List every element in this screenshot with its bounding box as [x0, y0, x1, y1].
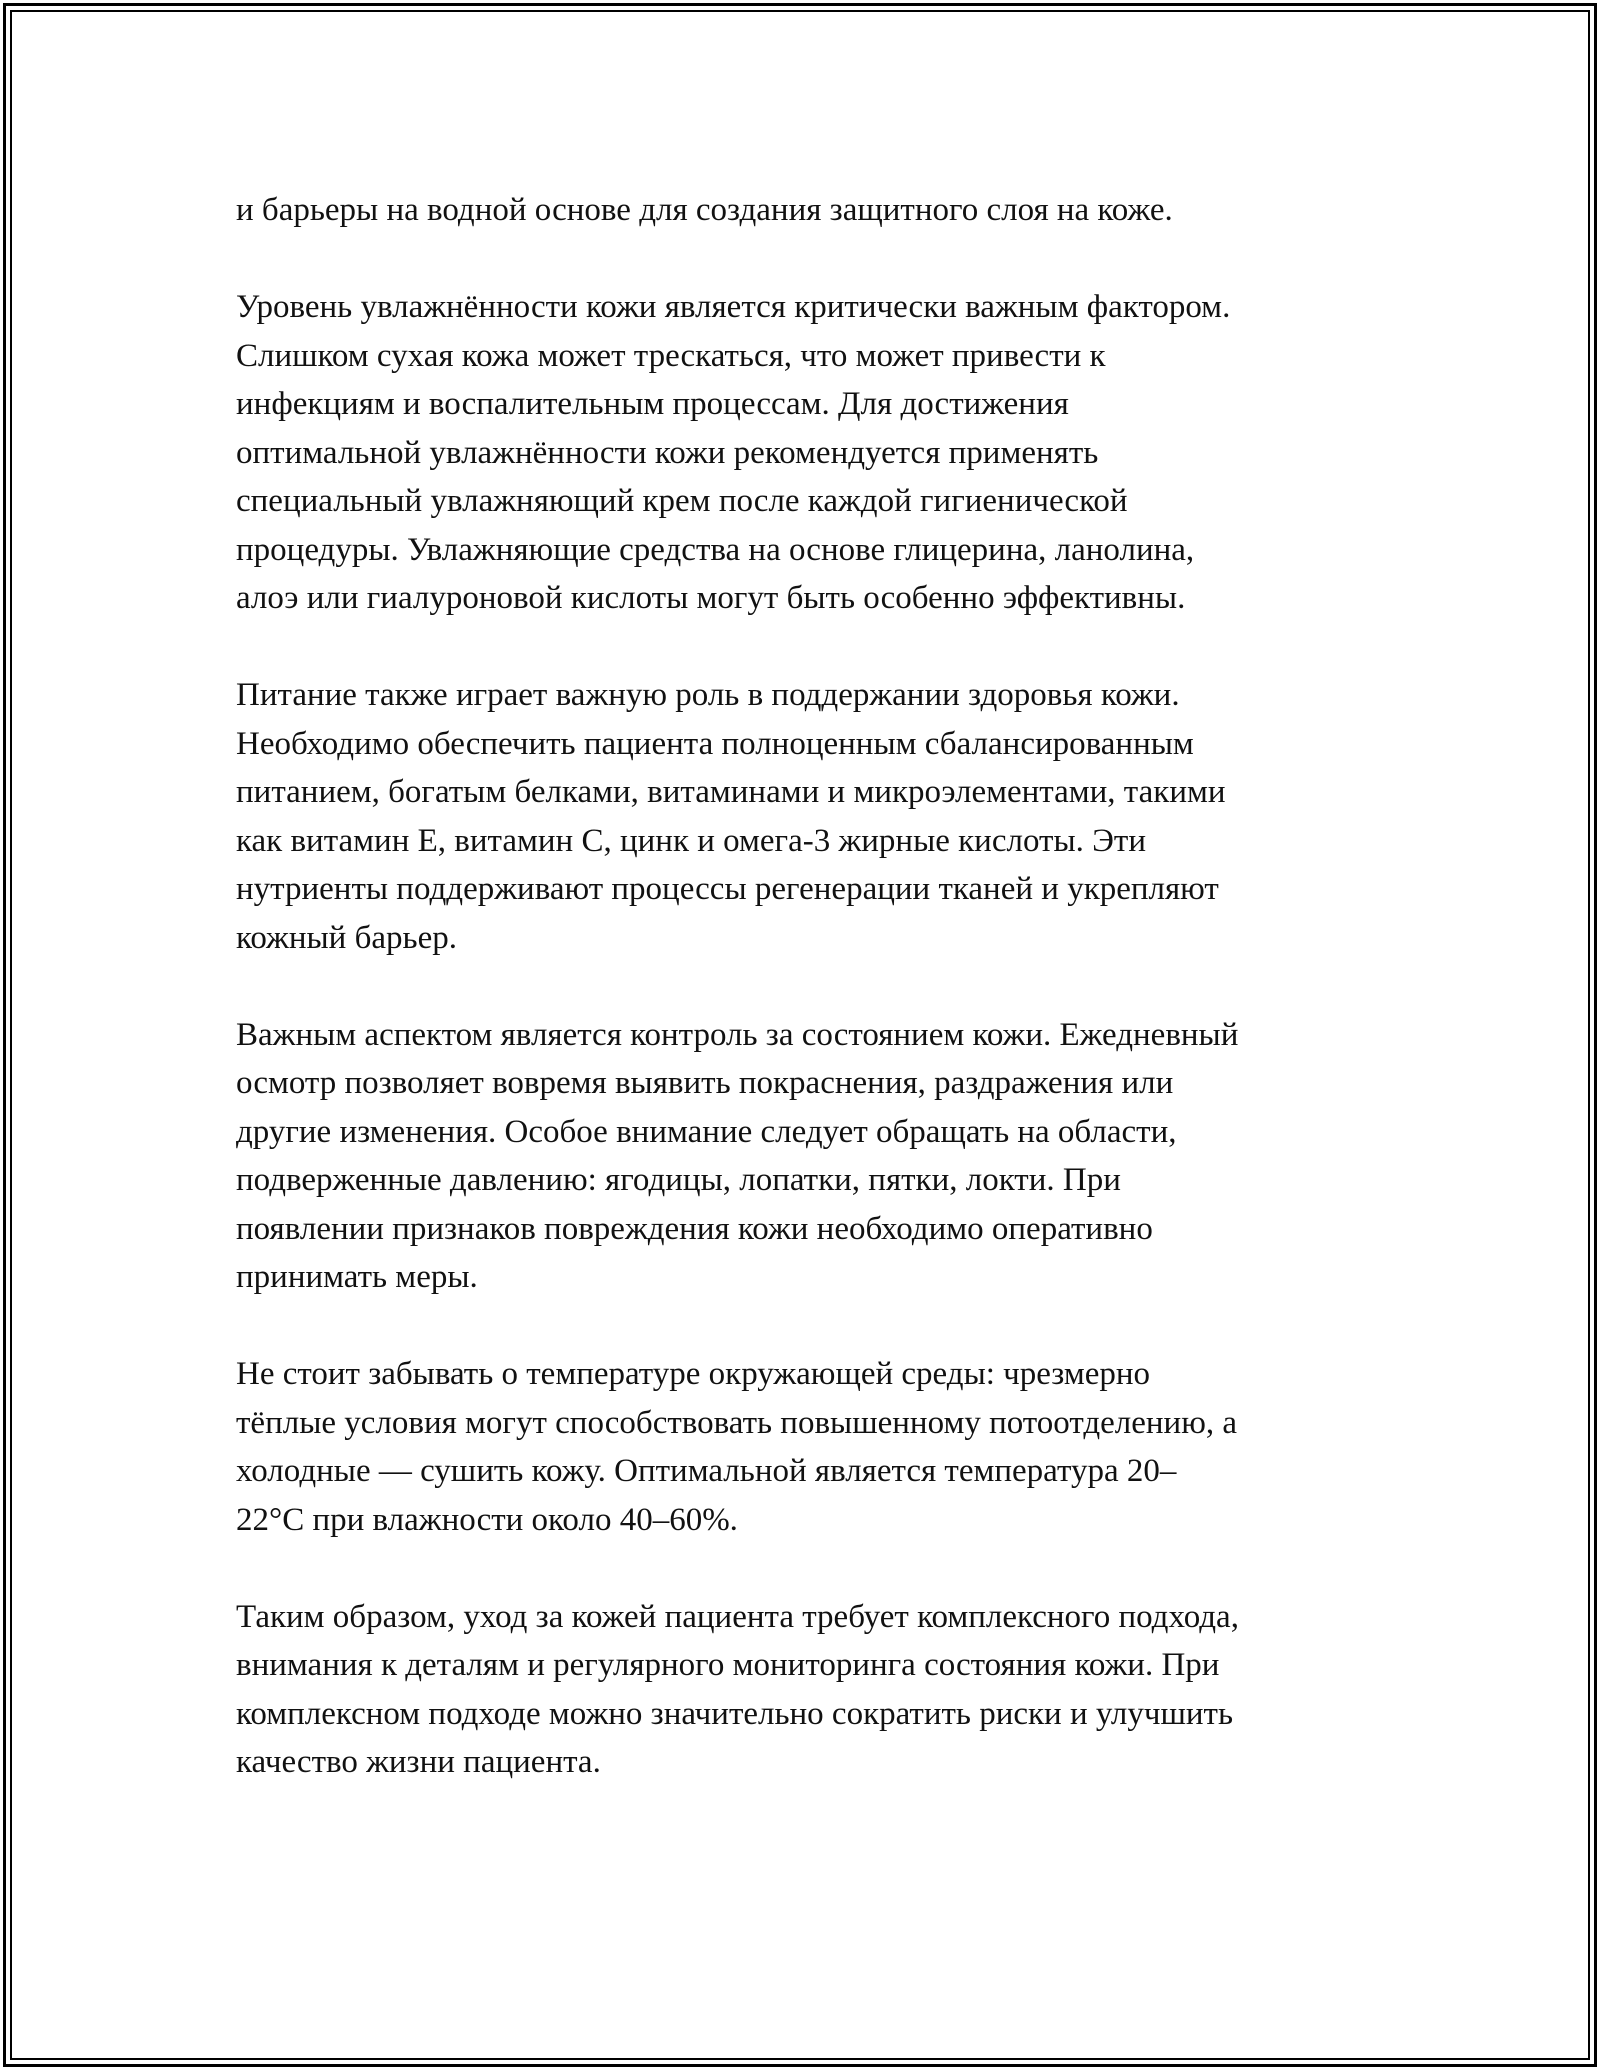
text-line: принимать меры. — [236, 1259, 478, 1295]
text-line: другие изменения. Особое внимание следует обращать на области, — [236, 1113, 1177, 1150]
text-line: внимания к деталям и регулярного мониторинга состояния кожи. При — [236, 1647, 1220, 1683]
paragraph-nutrition — [236, 671, 1416, 962]
text-line: тёплые условия могут способствовать повышенному потоотделению, а — [236, 1404, 1238, 1441]
text-line: питанием, богатым белками, витаминами и микроэлементами, такими — [236, 774, 1226, 810]
text-line: появлении признаков повреждения кожи необходимо оперативно — [236, 1210, 1153, 1247]
text-line: осмотр позволяет вовремя выявить покраснения, раздражения или — [236, 1065, 1174, 1101]
text-line: Необходимо обеспечить пациента полноценным сбалансированным — [236, 725, 1194, 762]
text-line: инфекциям и воспалительным процессам. Для достижения — [236, 386, 1069, 422]
text-line: холодные — сушить кожу. Оптимальной является температура 20– — [236, 1453, 1177, 1489]
text-line: Таким образом, уход за кожей пациента требует комплексного подхода, — [236, 1598, 1239, 1635]
text-line: процедуры. Увлажняющие средства на основе глицерина, ланолина, — [236, 531, 1195, 568]
text-line: как витамин Е, витамин С, цинк и омега-3 жирные кислоты. Эти — [236, 822, 1146, 859]
paragraph-temperature — [236, 1350, 1416, 1544]
text-line: комплексном подходе можно значительно сократить риски и улучшить — [236, 1695, 1234, 1732]
text-line: специальный увлажняющий крем после каждой гигиенической — [236, 483, 1128, 519]
text-line: 22°С при влажности около 40–60%. — [236, 1501, 738, 1538]
document-body — [236, 186, 1416, 1835]
text-line: оптимальной увлажнённости кожи рекомендуется применять — [236, 434, 1099, 471]
text-line: качество жизни пациента. — [236, 1744, 601, 1780]
paragraph-skin-monitoring — [236, 1011, 1416, 1302]
paragraph-conclusion — [236, 1593, 1416, 1787]
text-line: Питание также играет важную роль в поддержании здоровья кожи. — [236, 677, 1180, 713]
text-line: подверженные давлению: ягодицы, лопатки, пятки, локти. При — [236, 1162, 1121, 1198]
text-line: Не стоит забывать о температуре окружающей среды: чрезмерно — [236, 1356, 1151, 1392]
text-line: и барьеры на водной основе для создания защитного слоя на коже. — [236, 192, 1173, 228]
text-line: кожный барьер. — [236, 919, 457, 956]
text-line: Слишком сухая кожа может трескаться, что может привести к — [236, 337, 1106, 374]
text-line: нутриенты поддерживают процессы регенерации тканей и укрепляют — [236, 871, 1219, 907]
text-line: Важным аспектом является контроль за состоянием кожи. Ежедневный — [236, 1016, 1239, 1053]
paragraph-moisture — [236, 283, 1416, 623]
text-line: алоэ или гиалуроновой кислоты могут быть особенно эффективны. — [236, 580, 1186, 616]
text-line: Уровень увлажнённости кожи является критически важным фактором. — [236, 289, 1231, 325]
paragraph-barriers — [236, 186, 1416, 235]
